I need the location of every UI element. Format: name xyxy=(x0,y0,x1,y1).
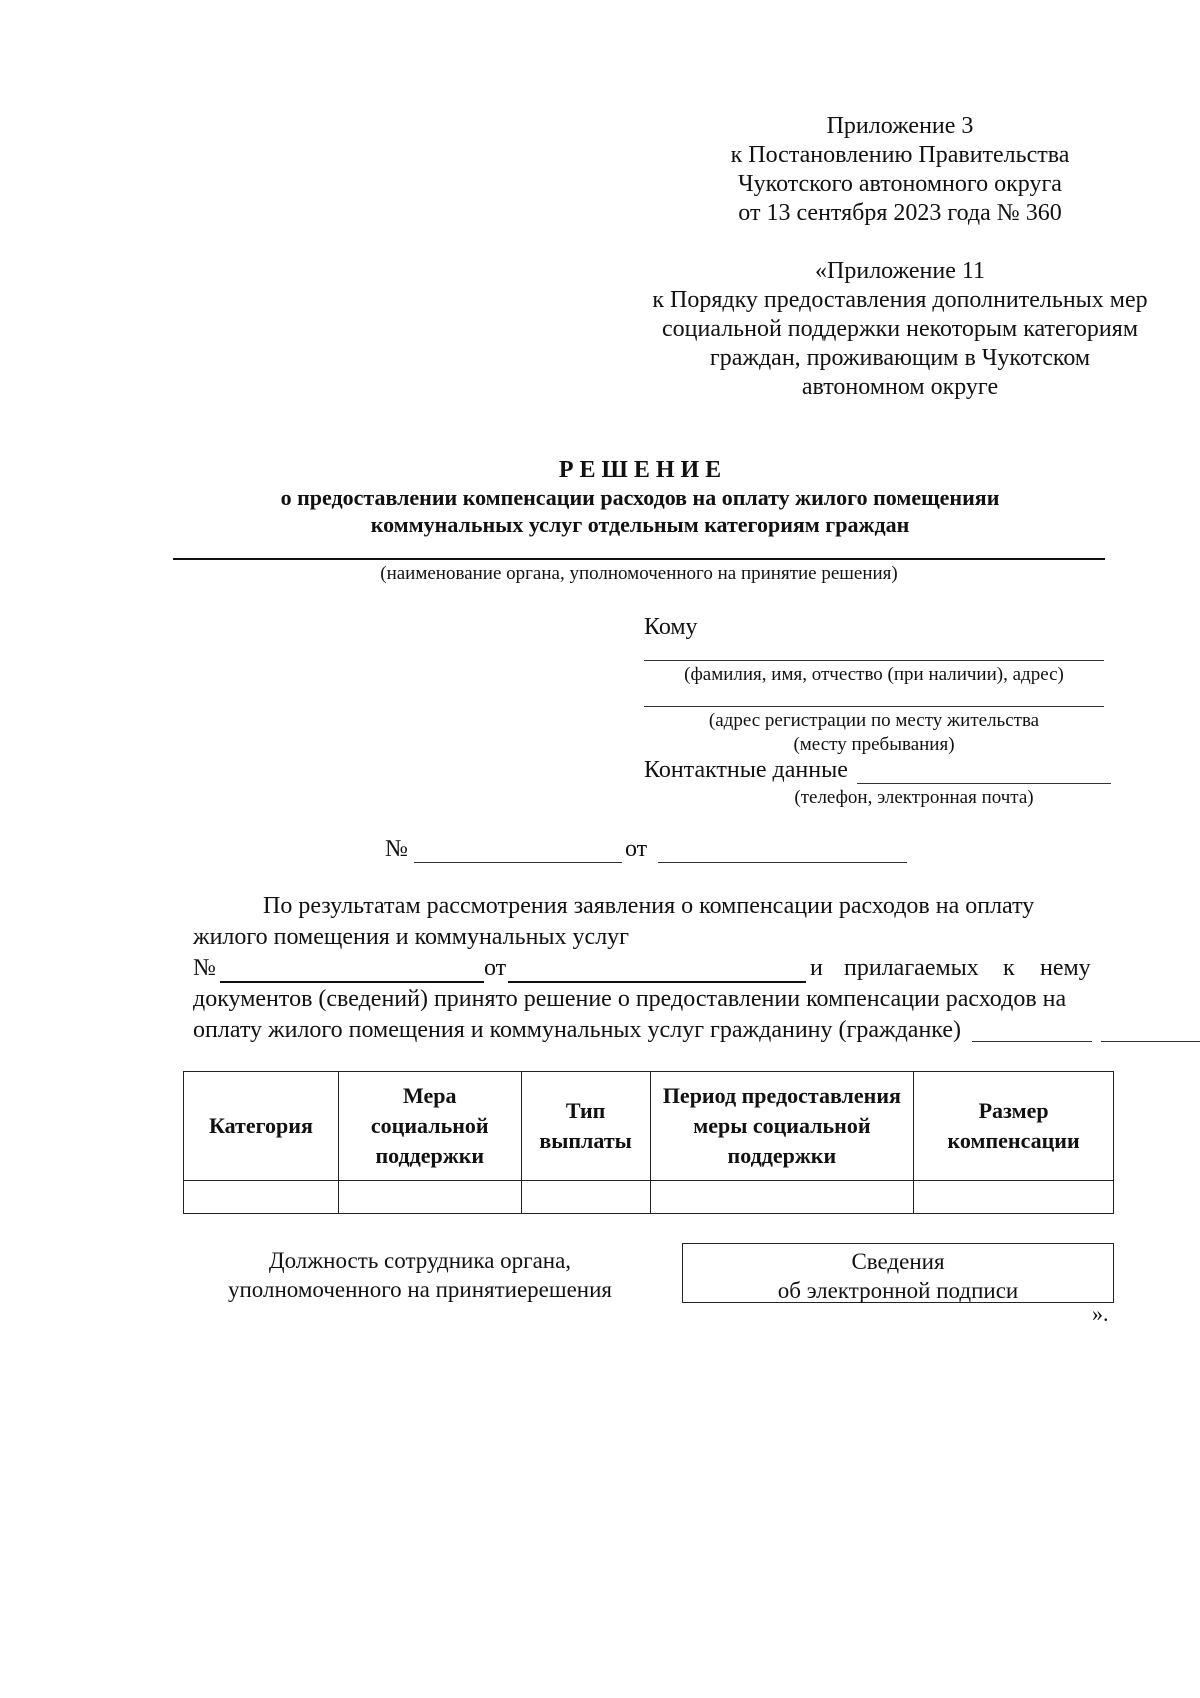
table-header-row xyxy=(184,1072,1114,1181)
position-block xyxy=(200,1246,640,1304)
contacts-caption: (телефон, электронная почта) xyxy=(794,787,1034,808)
body-line-3-attached: прилагаемых xyxy=(844,955,979,981)
recipient-name-line xyxy=(644,660,1104,661)
table-header-category: Категория xyxy=(184,1072,339,1181)
table-cell xyxy=(521,1181,650,1214)
appendix-inner-line-5: автономном округе xyxy=(801,374,999,400)
table-header-payment-type: Тип выплаты xyxy=(521,1072,650,1181)
table-cell xyxy=(184,1181,339,1214)
recipient-name-caption: (фамилия, имя, отчество (при наличии), адрес) xyxy=(684,664,1064,685)
citizen-name-line-2 xyxy=(1101,1041,1200,1042)
position-line-2: уполномоченного на принятиерешения xyxy=(228,1277,612,1302)
contacts-label: Контактные данные xyxy=(644,757,848,783)
decision-subtitle-1: о предоставлении компенсации расходов на оплату жилого помещенияи xyxy=(280,485,1000,510)
electronic-signature-box xyxy=(682,1243,1114,1303)
table-header-support-measure: Мера социальной поддержки xyxy=(338,1072,521,1181)
signature-box-line-1: Сведения xyxy=(851,1249,945,1274)
table-cell xyxy=(338,1181,521,1214)
appendix-block xyxy=(690,112,1110,228)
authority-caption: (наименование органа, уполномоченного на принятие решения) xyxy=(380,563,898,584)
application-number-line xyxy=(220,981,484,983)
number-line xyxy=(414,862,622,863)
appendix-inner-line-4: граждан, проживающим в Чукотском xyxy=(709,345,1091,371)
table-row xyxy=(184,1181,1114,1214)
to-label: Кому xyxy=(644,614,698,640)
body-line-3-to: к xyxy=(1003,955,1015,981)
appendix-inner-line-3: социальной поддержки некоторым категориям xyxy=(661,316,1138,342)
citizen-name-line-1 xyxy=(972,1041,1092,1042)
appendix-inner-line-2: к Порядку предоставления дополнительных мер xyxy=(652,287,1148,313)
contacts-line xyxy=(857,783,1111,784)
compensation-table xyxy=(183,1071,1114,1214)
recipient-address-caption-1: (адрес регистрации по месту жительства xyxy=(708,710,1040,731)
appendix-line-3: Чукотского автономного округа xyxy=(738,171,1062,197)
decision-subtitle-2: коммунальных услуг отдельным категориям граждан xyxy=(370,512,910,537)
body-line-4: документов (сведений) принято решение о предоставлении компенсации расходов на xyxy=(193,986,1067,1012)
authority-line xyxy=(173,558,1105,560)
table-cell xyxy=(650,1181,914,1214)
body-line-3-no: № xyxy=(193,955,216,981)
appendix-inner-line-1: «Приложение 11 xyxy=(815,258,985,284)
number-label: № xyxy=(385,836,408,862)
date-line xyxy=(658,862,907,863)
appendix-line-1: Приложение 3 xyxy=(826,113,974,139)
body-line-3-from: от xyxy=(484,955,507,981)
table-header-amount: Размер компенсации xyxy=(914,1072,1114,1181)
body-line-2: жилого помещения и коммунальных услуг xyxy=(193,924,630,950)
appendix-line-2: к Постановлению Правительства xyxy=(730,142,1070,168)
table-header-period: Период предоставления меры социальной поддержки xyxy=(650,1072,914,1181)
recipient-address-line xyxy=(644,706,1104,707)
decision-heading: Р Е Ш Е Н И Е xyxy=(558,457,722,483)
position-line-1: Должность сотрудника органа, xyxy=(268,1248,572,1273)
body-line-3-it: нему xyxy=(1040,955,1091,981)
date-label: от xyxy=(625,836,648,862)
appendix-line-4: от 13 сентября 2023 года № 360 xyxy=(738,200,1062,226)
closing-quote: ». xyxy=(1092,1301,1109,1326)
application-date-line xyxy=(508,981,806,983)
recipient-address-caption-2: (месту пребывания) xyxy=(793,734,955,755)
body-line-1: По результатам рассмотрения заявления о компенсации расходов на оплату xyxy=(263,893,1035,919)
table-cell xyxy=(914,1181,1114,1214)
appendix-inner-block xyxy=(620,257,1180,402)
body-line-3-and: и xyxy=(810,955,823,981)
signature-box-line-2: об электронной подписи xyxy=(777,1278,1019,1303)
body-line-5: оплату жилого помещения и коммунальных услуг гражданину (гражданке) xyxy=(193,1017,961,1043)
